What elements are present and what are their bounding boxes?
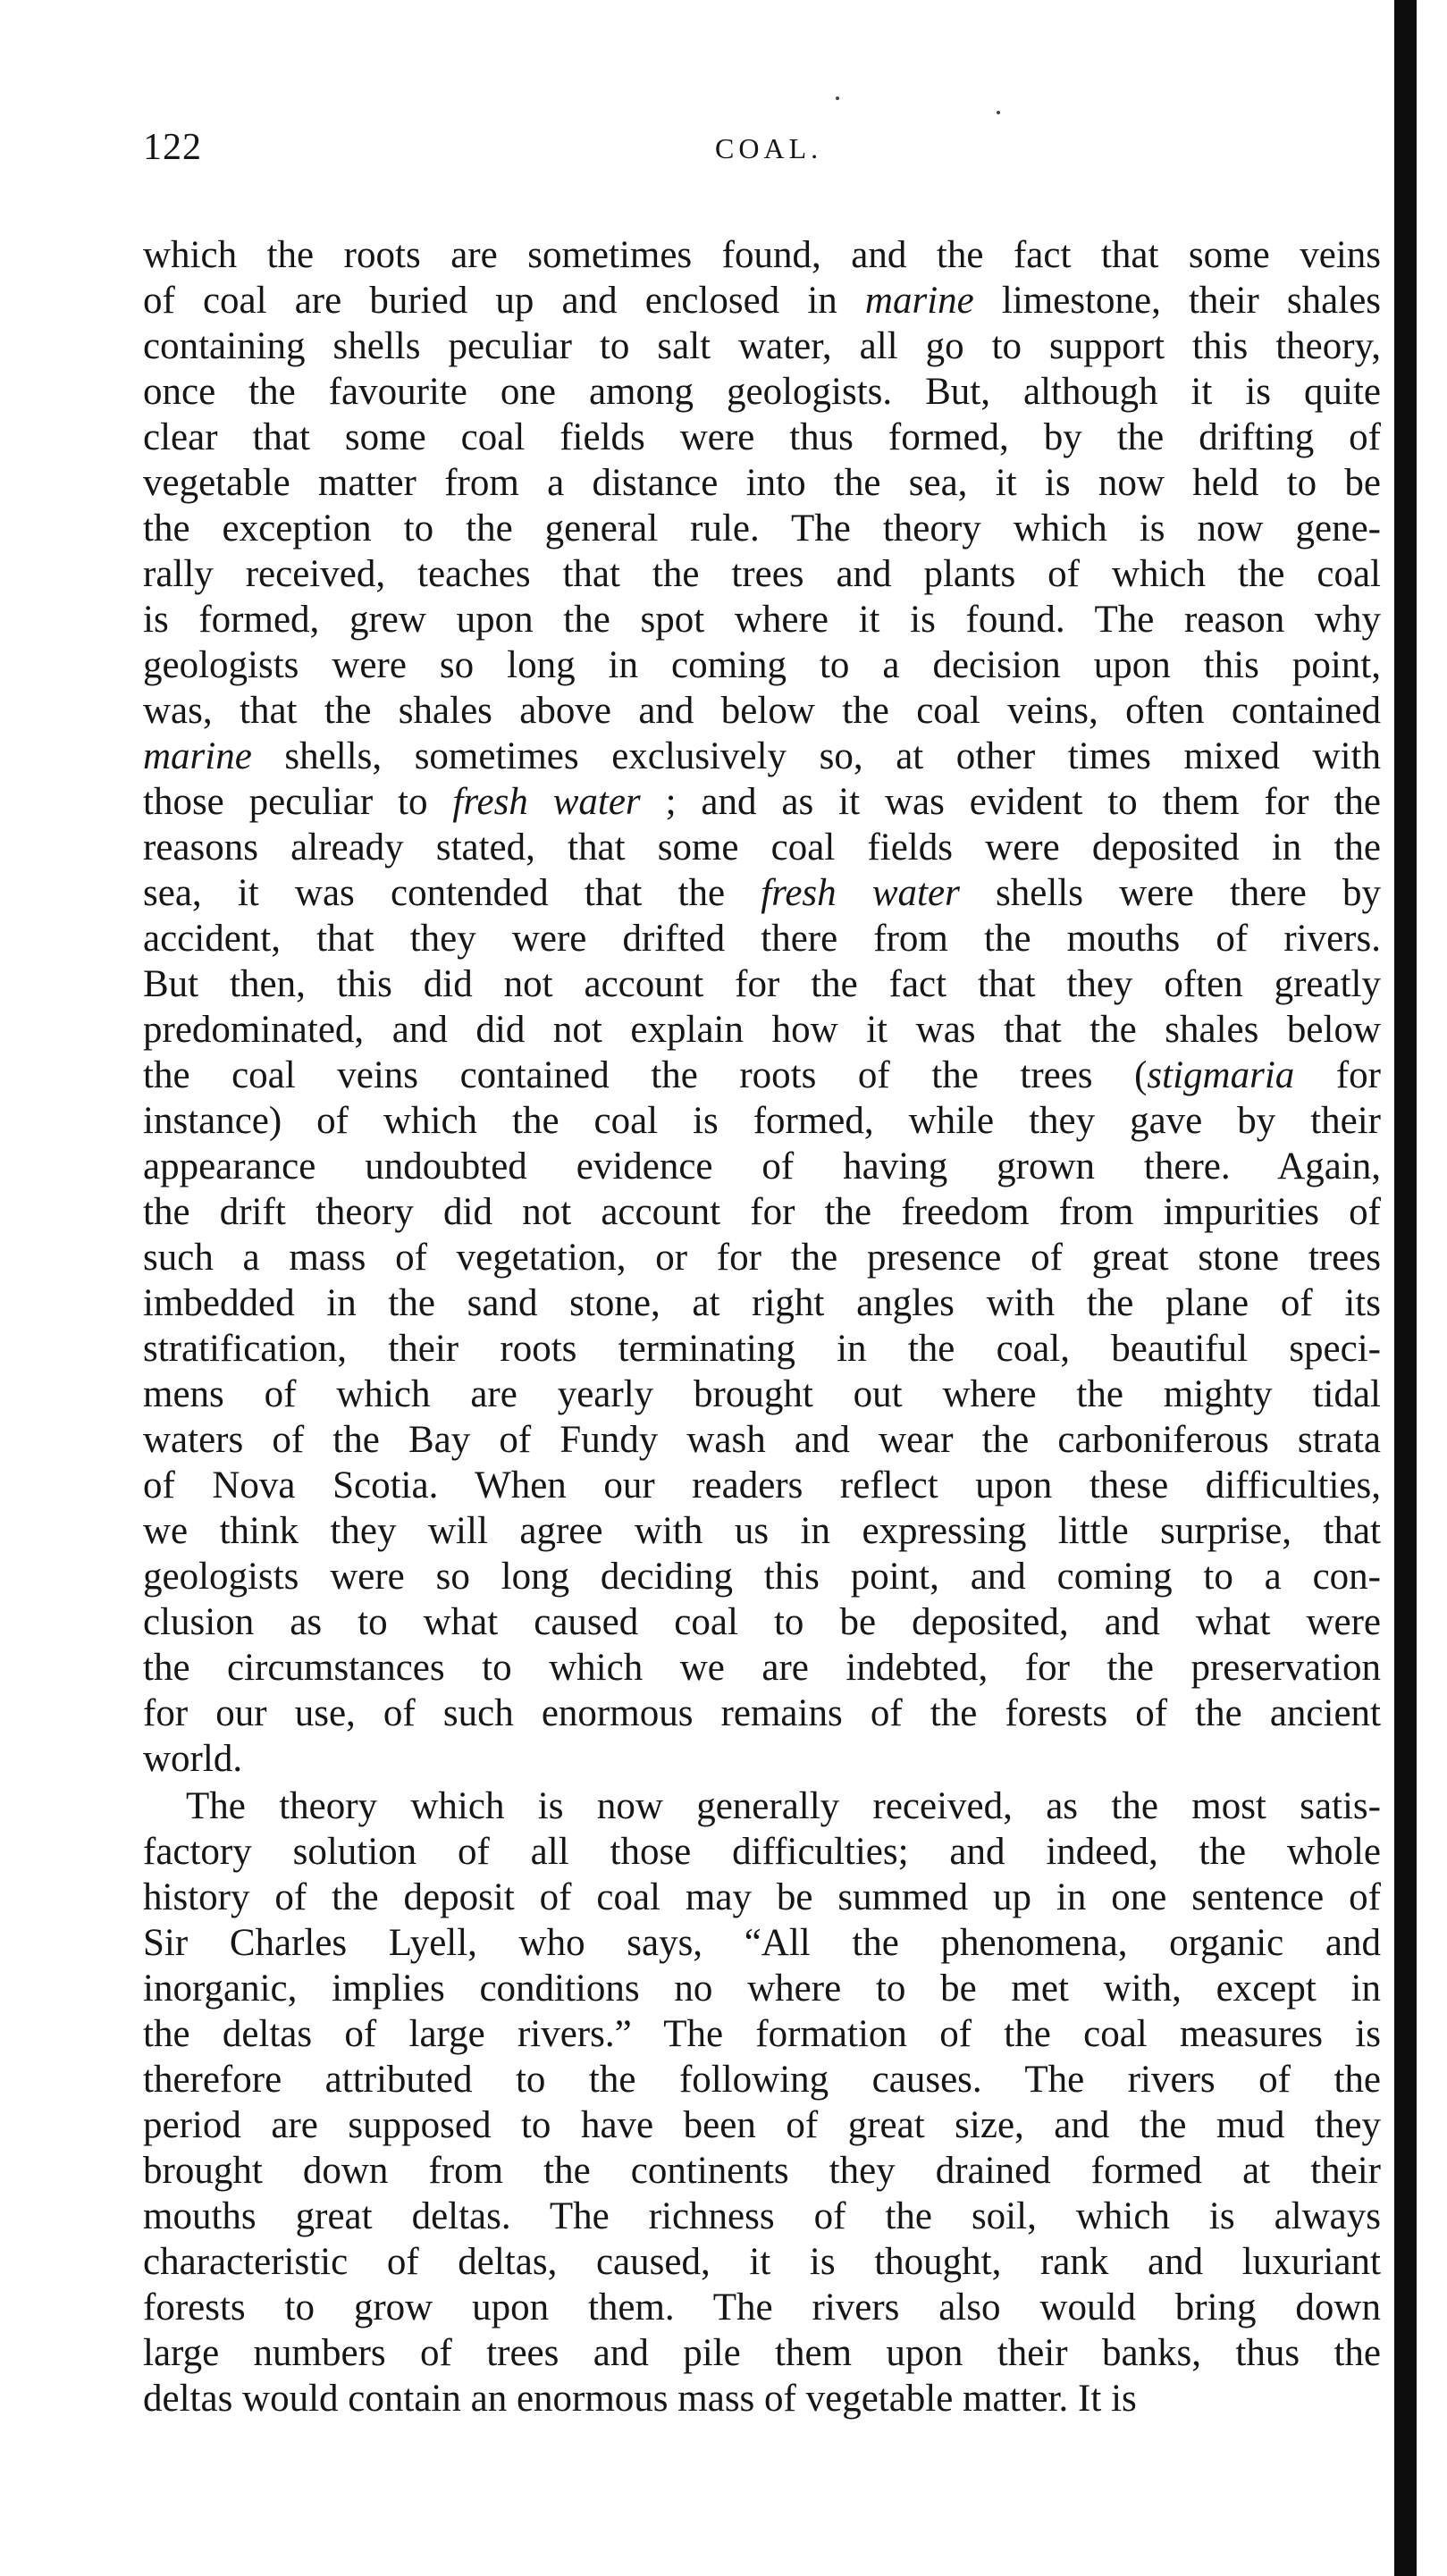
text-line: sea, it was contended that the fresh water shells were there by [143,872,1381,914]
text-line: the drift theory did not account for the freedom from impurities of [143,1191,1381,1233]
text-line: accident, that they were drifted there from the mouths of rivers. [143,918,1381,960]
text-line: the exception to the general rule. The theory which is now gene- [143,508,1381,550]
text-line: forests to grow upon them. The rivers also would bring down [143,2287,1381,2328]
text-line: of coal are buried up and enclosed in marine limestone, their shales [143,280,1381,322]
paragraph-1 [143,232,1381,1782]
text-line: the deltas of large rivers.” The formation of the coal measures is [143,2013,1381,2055]
text-line: therefore attributed to the following causes. The rivers of the [143,2059,1381,2101]
text-line: which the roots are sometimes found, and the fact that some veins [143,234,1381,276]
text-line: history of the deposit of coal may be summed up in one sentence of [143,1876,1381,1918]
running-head: COAL. [715,132,823,164]
text-line: the circumstances to which we are indebted, for the preservation [143,1647,1381,1689]
text-line: such a mass of vegetation, or for the presence of great stone trees [143,1237,1381,1279]
text-line: geologists were so long in coming to a decision upon this point, [143,644,1381,686]
text-line: The theory which is now generally received, as the most satis- [186,1785,1381,1827]
italic-phrase: fresh water [761,872,960,914]
text-line: appearance undoubted evidence of having grown there. Again, [143,1145,1381,1187]
text-line: imbedded in the sand stone, at right angles with the plane of its [143,1282,1381,1324]
text-line: is formed, grew upon the spot where it is found. The reason why [143,599,1381,641]
text-line: clear that some coal fields were thus formed, by the drifting of [143,416,1381,458]
text-line: rally received, teaches that the trees and plants of which the coal [143,553,1381,595]
text-line: characteristic of deltas, caused, it is thought, rank and luxuriant [143,2241,1381,2283]
text-line: once the favourite one among geologists. But, although it is quite [143,371,1381,413]
text-line: world. [143,1738,243,1780]
text-line: geologists were so long deciding this point, and coming to a con- [143,1556,1381,1598]
text-line: deltas would contain an enormous mass of vegetable matter. It is [143,2378,1137,2420]
italic-phrase: marine [143,735,252,777]
italic-phrase: fresh water [452,781,641,823]
text-line: But then, this did not account for the fact that they often greatly [143,963,1381,1005]
italic-phrase: stigmaria [1147,1054,1295,1096]
scan-edge-bar [1394,0,1417,2576]
text-line: inorganic, implies conditions no where to be met with, except in [143,1968,1381,2010]
italic-phrase: marine [864,280,974,322]
text-line: was, that the shales above and below the coal veins, often contained [143,690,1381,732]
text-line: marine shells, sometimes exclusively so, at other times mixed with [143,735,1381,777]
body-text [143,232,1381,2421]
text-line: those peculiar to fresh water ; and as it was evident to them for the [143,781,1381,823]
text-line: brought down from the continents they drained formed at their [143,2150,1381,2192]
text-line: vegetable matter from a distance into the sea, it is now held to be [143,462,1381,504]
text-line: mens of which are yearly brought out where the mighty tidal [143,1373,1381,1415]
text-line: reasons already stated, that some coal fields were deposited in the [143,827,1381,868]
text-line: period are supposed to have been of great size, and the mud they [143,2104,1381,2146]
text-line: containing shells peculiar to salt water, all go to support this theory, [143,325,1381,367]
text-line: instance) of which the coal is formed, while they gave by their [143,1100,1381,1142]
text-line: waters of the Bay of Fundy wash and wear the carboniferous strata [143,1419,1381,1461]
text-line: mouths great deltas. The richness of the soil, which is always [143,2195,1381,2237]
text-line: of Nova Scotia. When our readers reflect upon these difficulties, [143,1464,1381,1506]
text-line: we think they will agree with us in expressing little surprise, that [143,1510,1381,1552]
paragraph-2 [143,1783,1381,2421]
text-line: large numbers of trees and pile them upon their banks, thus the [143,2332,1381,2374]
text-line: stratification, their roots terminating in the coal, beautiful speci- [143,1328,1381,1370]
text-line: clusion as to what caused coal to be deposited, and what were [143,1601,1381,1643]
text-line: Sir Charles Lyell, who says, “All the phenomena, organic and [143,1922,1381,1964]
text-line: predominated, and did not explain how it was that the shales below [143,1009,1381,1051]
text-line: the coal veins contained the roots of the trees (stigmaria for [143,1054,1381,1096]
page-number: 122 [143,127,202,168]
text-line: for our use, of such enormous remains of the forests of the ancient [143,1692,1381,1734]
text-line: factory solution of all those difficulties; and indeed, the whole [143,1831,1381,1873]
